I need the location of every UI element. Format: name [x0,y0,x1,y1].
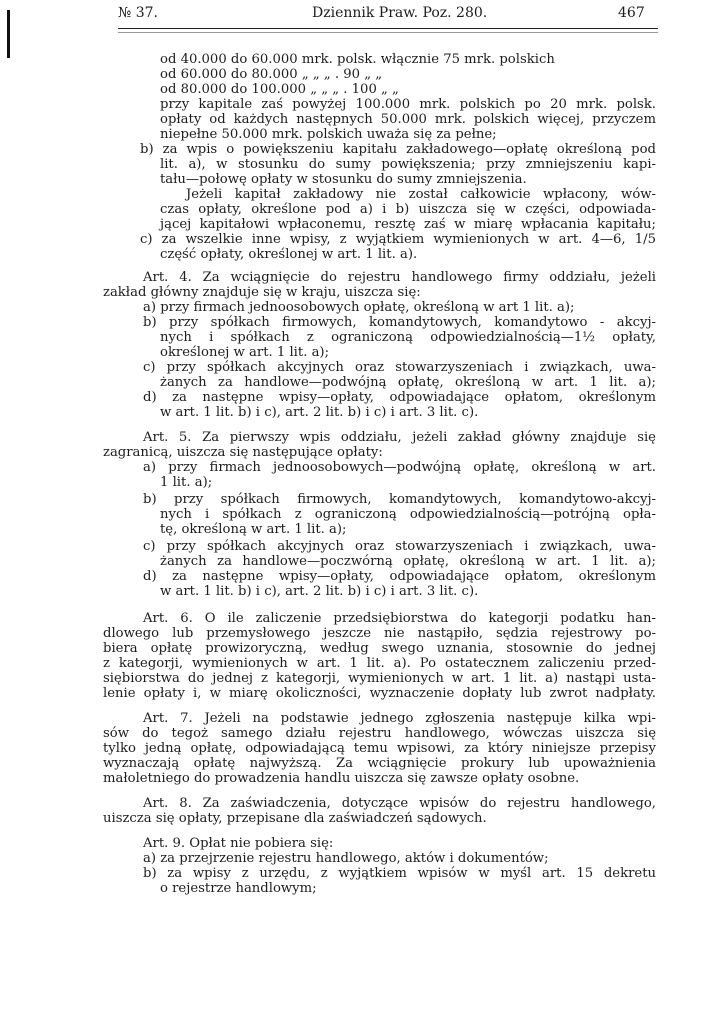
text-line: dlowego lub przemysłowego jeszcze nie nastąpiło, sędzia rejestrowy po- [103,626,656,641]
text-line: żanych za handlowe—podwójną opłatę, określoną w art. 1 lit. a); [160,375,656,390]
header-rule-thin [118,32,658,33]
text-line: w art. 1 lit. b) i c), art. 2 lit. b) i c) i art. 3 lit. c). [160,584,479,599]
article-6-heading: Art. 6. O ile zaliczenie przedsiębiorstwa do kategorji podatku han- [143,611,656,626]
text-line: od 80.000 do 100.000 „ „ „ . 100 „ „ [160,82,399,97]
text-line: Jeżeli kapitał zakładowy nie został całkowicie wpłacony, wów- [186,187,656,202]
text-line: b) za wpisy z urzędu, z wyjątkiem wpisów w myśl art. 15 dekretu [143,866,656,881]
text-line: c) za wszelkie inne wpisy, z wyjątkiem wymienionych w art. 4—6, 1/5 [140,232,656,247]
text-line: w art. 1 lit. b) i c), art. 2 lit. b) i c) i art. 3 lit. c). [160,405,479,420]
text-line: b) przy spółkach firmowych, komandytowych, komandytowo - akcyj- [143,315,656,330]
text-line: nych i spółkach z ograniczoną odpowiedzialnością—1½ opłaty, [160,330,656,345]
text-line: od 40.000 do 60.000 mrk. polsk. włącznie 75 mrk. polskich [160,52,555,67]
article-7-heading: Art. 7. Jeżeli na podstawie jednego zgłoszenia następuje kilka wpi- [143,711,656,726]
text-line: sów do tegoż samego działu rejestru handlowego, wówczas uiszcza się [103,726,656,741]
page-number: 467 [618,5,645,21]
text-line: a) za przejrzenie rejestru handlowego, aktów i dokumentów; [143,851,549,866]
journal-title: Dziennik Praw. Poz. 280. [312,5,488,21]
article-8-heading: Art. 8. Za zaświadczenia, dotyczące wpisów do rejestru handlowego, [143,796,656,811]
text-line: c) przy spółkach akcyjnych oraz stowarzyszeniach i związkach, uwa- [143,360,656,375]
text-line: z kategorji, wymienionych w art. 1 lit. a). Po ostatecznem zaliczeniu przed- [103,656,656,671]
text-line: o rejestrze handlowym; [160,881,317,896]
text-line: uiszcza się opłaty, przepisane dla zaświadczeń sądowych. [103,811,487,826]
text-line: d) za następne wpisy—opłaty, odpowiadające opłatom, określonym [143,390,656,405]
text-line: nych i spółkach z ograniczoną odpowiedzialnością—potrójną opła- [160,507,656,522]
text-line: przy kapitale zaś powyżej 100.000 mrk. polskich po 20 mrk. polsk. [160,97,656,112]
text-line: jącej kapitałowi wpłaconemu, resztę zaś w miarę wpłacania kapitału; [160,217,656,232]
text-line: niepełne 50.000 mrk. polskich uważa się za pełne; [160,127,497,142]
text-line: lit. a), w stosunku do sumy powiększenia; przy zmniejszeniu kapi- [160,157,656,172]
text-line: siębiorstwa do jednej z kategorji, wymienionych w art. 1 lit. a) nastąpi usta- [103,671,656,686]
article-4-heading: Art. 4. Za wciągnięcie do rejestru handlowego firmy oddziału, jeżeli [143,270,656,285]
text-line: b) za wpis o powiększeniu kapitału zakładowego—opłatę określoną pod [140,142,656,157]
text-line: zagranicą, uiszcza się następujące opłaty: [103,445,383,460]
text-line: a) przy firmach jednoosobowych opłatę, określoną w art 1 lit. a); [143,300,575,315]
article-9-heading: Art. 9. Opłat nie pobiera się: [143,836,334,851]
text-line: c) przy spółkach akcyjnych oraz stowarzyszeniach i związkach, uwa- [143,539,656,554]
text-line: określonej w art. 1 lit. a); [160,345,330,360]
header-rule [118,28,658,29]
text-line: czas opłaty, określone pod a) i b) uiszcza się w części, odpowiada- [160,202,656,217]
text-line: tylko jedną opłatę, odpowiadającą temu wpisowi, za który niniejsze przepisy [103,741,656,756]
text-line: małoletniego do prowadzenia handlu uiszcza się zawsze opłaty osobne. [103,771,580,786]
issue-number: № 37. [118,5,158,21]
text-line: żanych za handlowe—poczwórną opłatę, określoną w art. 1 lit. a); [160,554,656,569]
text-line: 1 lit. a); [160,475,213,490]
text-line: tału—połowę opłaty w stosunku do sumy zmniejszenia. [160,172,527,187]
text-line: od 60.000 do 80.000 „ „ „ . 90 „ „ [160,67,383,82]
text-line: b) przy spółkach firmowych, komandytowych, komandytowo-akcyj- [143,492,656,507]
text-line: część opłaty, określonej w art. 1 lit. a). [160,247,418,262]
text-line: opłaty od każdych następnych 50.000 mrk. polskich więcej, przyczem [160,112,656,127]
text-line: lenie opłaty i, w miarę okoliczności, wyznaczenie dopłaty lub zwrot nadpłaty. [103,686,656,701]
text-line: tę, określoną w art. 1 lit. a); [160,522,347,537]
text-line: a) przy firmach jednoosobowych—podwójną opłatę, określoną w art. [143,460,656,475]
article-5-heading: Art. 5. Za pierwszy wpis oddziału, jeżeli zakład główny znajduje się [143,430,656,445]
text-line: wyznaczają opłatę najwyższą. Za wciągnięcie prokury lub upoważnienia [103,756,656,771]
text-line: d) za następne wpisy—opłaty, odpowiadające opłatom, określonym [143,569,656,584]
text-line: zakład główny znajduje się w kraju, uiszcza się: [103,285,421,300]
text-line: biera opłatę prowizoryczną, według swego uznania, stosownie do jednej [103,641,656,656]
page-header [0,2,717,24]
